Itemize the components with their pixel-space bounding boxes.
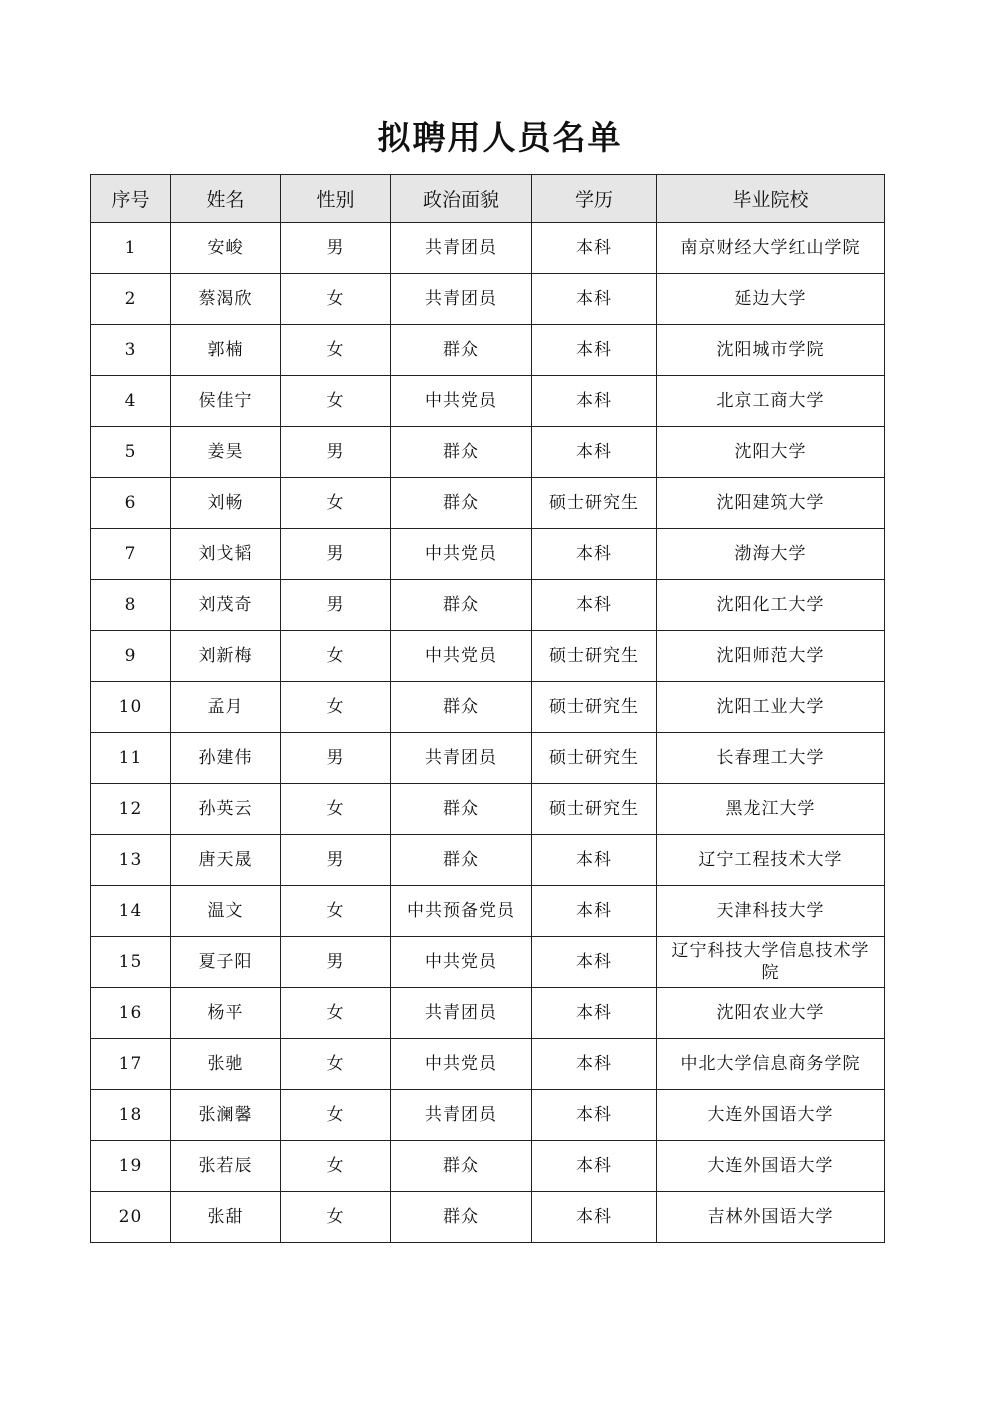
school-cell: 大连外国语大学 <box>657 1141 885 1192</box>
school-cell: 沈阳农业大学 <box>657 988 885 1039</box>
gender-cell: 女 <box>281 988 391 1039</box>
name-cell: 孟月 <box>171 682 281 733</box>
school-cell: 沈阳师范大学 <box>657 631 885 682</box>
name-cell: 唐天晟 <box>171 835 281 886</box>
gender-cell: 男 <box>281 223 391 274</box>
school-cell: 辽宁工程技术大学 <box>657 835 885 886</box>
table-row <box>91 937 885 988</box>
row-number-cell: 19 <box>91 1141 171 1192</box>
school-cell: 沈阳建筑大学 <box>657 478 885 529</box>
gender-cell: 男 <box>281 733 391 784</box>
political-status-cell: 共青团员 <box>391 988 532 1039</box>
row-number-cell: 7 <box>91 529 171 580</box>
name-cell: 张甜 <box>171 1192 281 1243</box>
political-status-cell: 群众 <box>391 427 532 478</box>
education-cell: 本科 <box>532 1039 657 1090</box>
education-cell: 本科 <box>532 1192 657 1243</box>
education-cell: 本科 <box>532 427 657 478</box>
table-row <box>91 274 885 325</box>
gender-cell: 男 <box>281 937 391 988</box>
political-status-cell: 群众 <box>391 835 532 886</box>
school-cell: 沈阳城市学院 <box>657 325 885 376</box>
education-cell: 硕士研究生 <box>532 478 657 529</box>
table-row <box>91 988 885 1039</box>
name-cell: 张驰 <box>171 1039 281 1090</box>
political-status-cell: 群众 <box>391 478 532 529</box>
education-cell: 本科 <box>532 529 657 580</box>
gender-cell: 女 <box>281 784 391 835</box>
education-cell: 本科 <box>532 580 657 631</box>
education-cell: 本科 <box>532 274 657 325</box>
political-status-cell: 群众 <box>391 1192 532 1243</box>
name-cell: 夏子阳 <box>171 937 281 988</box>
row-number-cell: 2 <box>91 274 171 325</box>
gender-cell: 女 <box>281 274 391 325</box>
name-cell: 张澜馨 <box>171 1090 281 1141</box>
column-header-political-status: 政治面貌 <box>391 175 532 223</box>
table-row <box>91 682 885 733</box>
row-number-cell: 3 <box>91 325 171 376</box>
table-row <box>91 1090 885 1141</box>
school-cell: 延边大学 <box>657 274 885 325</box>
education-cell: 本科 <box>532 1090 657 1141</box>
education-cell: 本科 <box>532 1141 657 1192</box>
table-header-row <box>91 175 885 223</box>
row-number-cell: 8 <box>91 580 171 631</box>
name-cell: 侯佳宁 <box>171 376 281 427</box>
gender-cell: 女 <box>281 1192 391 1243</box>
gender-cell: 女 <box>281 631 391 682</box>
table-row <box>91 1039 885 1090</box>
political-status-cell: 群众 <box>391 784 532 835</box>
row-number-cell: 16 <box>91 988 171 1039</box>
row-number-cell: 17 <box>91 1039 171 1090</box>
table-row <box>91 1141 885 1192</box>
education-cell: 本科 <box>532 988 657 1039</box>
education-cell: 本科 <box>532 937 657 988</box>
gender-cell: 女 <box>281 376 391 427</box>
name-cell: 温文 <box>171 886 281 937</box>
column-header-gender: 性别 <box>281 175 391 223</box>
name-cell: 安峻 <box>171 223 281 274</box>
row-number-cell: 9 <box>91 631 171 682</box>
political-status-cell: 共青团员 <box>391 274 532 325</box>
political-status-cell: 中共预备党员 <box>391 886 532 937</box>
education-cell: 本科 <box>532 835 657 886</box>
table-row <box>91 784 885 835</box>
name-cell: 郭楠 <box>171 325 281 376</box>
school-cell: 黑龙江大学 <box>657 784 885 835</box>
row-number-cell: 4 <box>91 376 171 427</box>
gender-cell: 男 <box>281 529 391 580</box>
political-status-cell: 中共党员 <box>391 937 532 988</box>
row-number-cell: 6 <box>91 478 171 529</box>
political-status-cell: 中共党员 <box>391 631 532 682</box>
school-cell: 天津科技大学 <box>657 886 885 937</box>
table-row <box>91 376 885 427</box>
school-cell: 南京财经大学红山学院 <box>657 223 885 274</box>
education-cell: 硕士研究生 <box>532 682 657 733</box>
school-cell: 渤海大学 <box>657 529 885 580</box>
school-cell: 北京工商大学 <box>657 376 885 427</box>
row-number-cell: 18 <box>91 1090 171 1141</box>
political-status-cell: 中共党员 <box>391 529 532 580</box>
political-status-cell: 共青团员 <box>391 733 532 784</box>
political-status-cell: 中共党员 <box>391 376 532 427</box>
table-row <box>91 1192 885 1243</box>
table-row <box>91 886 885 937</box>
gender-cell: 女 <box>281 682 391 733</box>
gender-cell: 女 <box>281 325 391 376</box>
row-number-cell: 13 <box>91 835 171 886</box>
political-status-cell: 群众 <box>391 682 532 733</box>
table-row <box>91 733 885 784</box>
row-number-cell: 1 <box>91 223 171 274</box>
education-cell: 硕士研究生 <box>532 631 657 682</box>
gender-cell: 女 <box>281 478 391 529</box>
political-status-cell: 中共党员 <box>391 1039 532 1090</box>
school-cell: 沈阳工业大学 <box>657 682 885 733</box>
education-cell: 本科 <box>532 223 657 274</box>
name-cell: 杨平 <box>171 988 281 1039</box>
political-status-cell: 群众 <box>391 1141 532 1192</box>
gender-cell: 女 <box>281 1141 391 1192</box>
school-cell: 长春理工大学 <box>657 733 885 784</box>
table-row <box>91 529 885 580</box>
education-cell: 本科 <box>532 376 657 427</box>
gender-cell: 男 <box>281 580 391 631</box>
school-cell: 辽宁科技大学信息技术学院 <box>657 937 885 988</box>
gender-cell: 女 <box>281 1090 391 1141</box>
education-cell: 本科 <box>532 886 657 937</box>
row-number-cell: 12 <box>91 784 171 835</box>
name-cell: 刘新梅 <box>171 631 281 682</box>
hiring-list-table <box>90 174 885 1243</box>
education-cell: 本科 <box>532 325 657 376</box>
table-row <box>91 427 885 478</box>
gender-cell: 女 <box>281 886 391 937</box>
column-header-number: 序号 <box>91 175 171 223</box>
school-cell: 沈阳化工大学 <box>657 580 885 631</box>
education-cell: 硕士研究生 <box>532 784 657 835</box>
education-cell: 硕士研究生 <box>532 733 657 784</box>
table-row <box>91 835 885 886</box>
row-number-cell: 14 <box>91 886 171 937</box>
row-number-cell: 20 <box>91 1192 171 1243</box>
table-body <box>91 223 885 1243</box>
political-status-cell: 群众 <box>391 580 532 631</box>
name-cell: 蔡渴欣 <box>171 274 281 325</box>
row-number-cell: 5 <box>91 427 171 478</box>
name-cell: 刘戈韬 <box>171 529 281 580</box>
row-number-cell: 11 <box>91 733 171 784</box>
name-cell: 刘畅 <box>171 478 281 529</box>
table-row <box>91 325 885 376</box>
gender-cell: 男 <box>281 427 391 478</box>
political-status-cell: 共青团员 <box>391 223 532 274</box>
page-title: 拟聘用人员名单 <box>377 118 623 157</box>
school-cell: 沈阳大学 <box>657 427 885 478</box>
name-cell: 刘茂奇 <box>171 580 281 631</box>
column-header-school: 毕业院校 <box>657 175 885 223</box>
table-row <box>91 223 885 274</box>
school-cell: 中北大学信息商务学院 <box>657 1039 885 1090</box>
school-cell: 吉林外国语大学 <box>657 1192 885 1243</box>
name-cell: 张若辰 <box>171 1141 281 1192</box>
table-row <box>91 478 885 529</box>
row-number-cell: 10 <box>91 682 171 733</box>
school-cell: 大连外国语大学 <box>657 1090 885 1141</box>
table-row <box>91 580 885 631</box>
political-status-cell: 共青团员 <box>391 1090 532 1141</box>
row-number-cell: 15 <box>91 937 171 988</box>
column-header-education: 学历 <box>532 175 657 223</box>
gender-cell: 男 <box>281 835 391 886</box>
table-row <box>91 631 885 682</box>
name-cell: 姜昊 <box>171 427 281 478</box>
column-header-name: 姓名 <box>171 175 281 223</box>
name-cell: 孙英云 <box>171 784 281 835</box>
gender-cell: 女 <box>281 1039 391 1090</box>
political-status-cell: 群众 <box>391 325 532 376</box>
name-cell: 孙建伟 <box>171 733 281 784</box>
